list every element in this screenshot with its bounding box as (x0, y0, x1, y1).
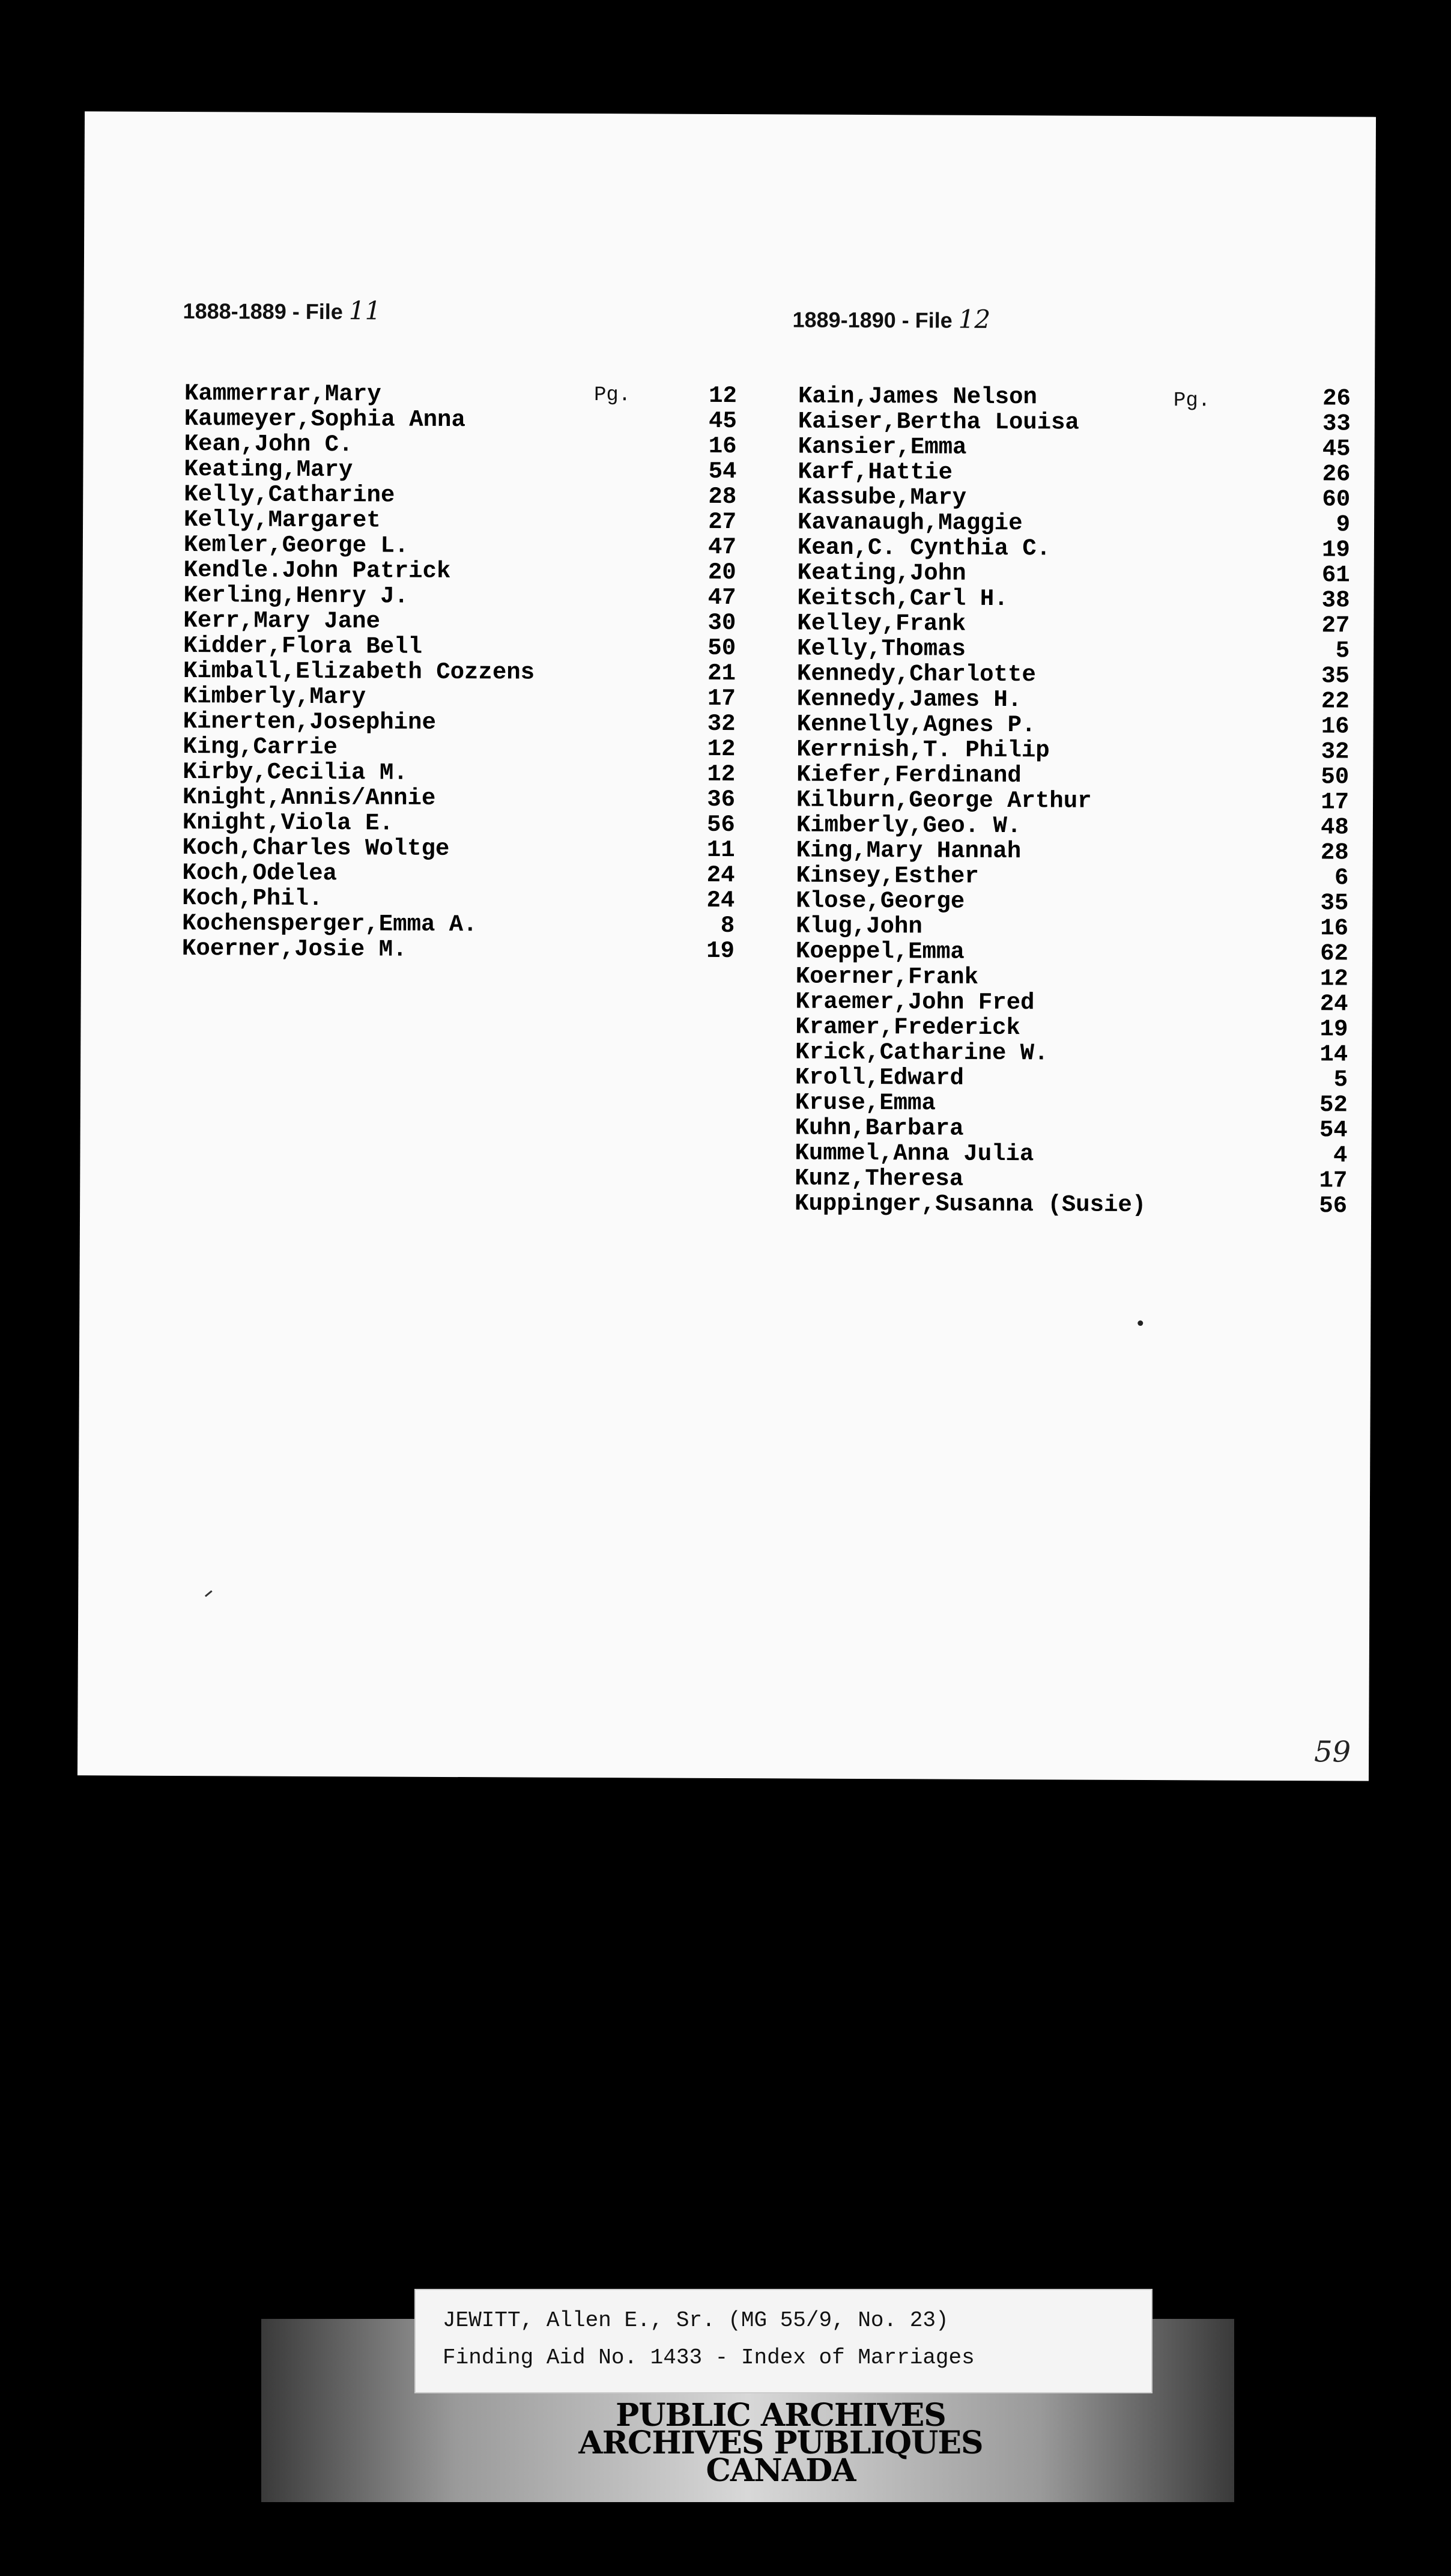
entry-name: Kemler,George L. (183, 532, 409, 559)
entry-page: 19 (1321, 536, 1350, 564)
entry-name: Koch,Odelea (182, 860, 338, 887)
entry-name: Kerrnish,T. Philip (796, 736, 1050, 764)
entry-page: 17 (1321, 789, 1350, 816)
entry-name: Kimberly,Geo. W. (796, 812, 1022, 840)
entry-page: 20 (707, 559, 736, 586)
stamp-line-1: PUBLIC ARCHIVES (616, 2397, 946, 2434)
entry-page: 5 (1335, 637, 1350, 664)
entry-page: 12 (1319, 965, 1348, 992)
page-number: 59 (1313, 1735, 1351, 1769)
entry-name: Kelley,Frank (797, 610, 966, 637)
entry-name: Koerner,Frank (795, 963, 979, 991)
entry-name: Krick,Catharine W. (795, 1039, 1049, 1067)
entry-name: Karf,Hattie (798, 458, 953, 486)
ink-speck (1137, 1320, 1143, 1326)
entry-name: Kansier,Emma (798, 433, 967, 461)
entry-name: Kinerten,Josephine (183, 708, 436, 736)
entry-page: 22 (1321, 688, 1350, 715)
entry-name: Keating,John (797, 559, 966, 587)
entry-name: Kunz,Theresa (795, 1165, 964, 1192)
entry-page: 61 (1321, 562, 1350, 589)
left-pg-label: Pg. (593, 384, 631, 407)
entry-name: Kruse,Emma (795, 1089, 936, 1117)
entry-name: Kean,John C. (184, 431, 353, 458)
right-file-heading (792, 303, 990, 333)
entry-name: Koch,Charles Woltge (182, 834, 450, 862)
entry-name: Keitsch,Carl H. (797, 585, 1008, 613)
entry-page: 12 (709, 382, 738, 410)
entry-page: 56 (1319, 1192, 1348, 1220)
entry-page: 5 (1333, 1066, 1348, 1093)
left-file-number: 11 (348, 296, 381, 326)
entry-name: Kennedy,Charlotte (796, 660, 1036, 688)
entry-page: 6 (1334, 864, 1349, 892)
entry-name: Kraemer,John Fred (795, 988, 1035, 1016)
entry-name: Kelly,Margaret (183, 506, 381, 534)
entry-page: 50 (1321, 764, 1350, 791)
entry-page: 38 (1321, 587, 1350, 614)
entry-page: 35 (1320, 890, 1349, 917)
entry-page: 47 (707, 533, 736, 561)
entry-name: Kinsey,Esther (796, 862, 979, 890)
entry-name: Kaumeyer,Sophia Anna (184, 406, 465, 434)
entry-page: 56 (706, 811, 735, 839)
entry-name: Koerner,Josie M. (181, 935, 407, 963)
entry-name: Kirby,Cecilia M. (183, 759, 408, 786)
entry-name: Kavanaugh,Maggie (797, 509, 1023, 537)
entry-name: Kummel,Anna Julia (795, 1140, 1034, 1168)
entry-page: 33 (1322, 410, 1351, 437)
entry-page: 17 (1319, 1167, 1348, 1194)
entry-name: Koeppel,Emma (795, 938, 965, 965)
entry-name: Kochensperger,Emma A. (182, 910, 477, 938)
entry-name: Kiefer,Ferdinand (796, 761, 1022, 789)
entry-page: 24 (706, 887, 735, 914)
entry-page: 54 (708, 458, 737, 485)
entry-name: Koch,Phil. (182, 885, 323, 913)
entry-page: 26 (1322, 385, 1351, 412)
entry-name: Kimberly,Mary (183, 683, 366, 711)
entry-page: 14 (1319, 1041, 1348, 1068)
entry-page: 12 (707, 761, 736, 788)
entry-page: 16 (1321, 713, 1350, 740)
entry-name: King,Carrie (183, 734, 338, 761)
entry-page: 24 (706, 861, 735, 889)
ink-mark (205, 1590, 213, 1597)
entry-name: Knight,Annis/Annie (182, 784, 436, 812)
entry-page: 12 (707, 735, 736, 763)
entry-name: Kelly,Thomas (797, 635, 966, 663)
entry-name: Klose,George (796, 887, 965, 915)
entry-name: Kennelly,Agnes P. (796, 711, 1036, 739)
entry-name: King,Mary Hannah (796, 837, 1022, 865)
entry-page: 62 (1320, 940, 1349, 967)
entry-name: Kendle.John Patrick (183, 557, 451, 585)
entry-name: Keating,Mary (184, 456, 353, 484)
entry-page: 4 (1333, 1142, 1348, 1169)
left-file-heading (183, 295, 381, 325)
entry-name: Kammerrar,Mary (184, 380, 381, 408)
finding-aid-line-2: Finding Aid No. 1433 - Index of Marriages (443, 2345, 975, 2370)
right-file-heading-text: 1889-1890 - File (792, 307, 953, 333)
entry-page: 11 (706, 836, 735, 864)
entry-name: Kerling,Henry J. (183, 582, 409, 610)
entry-page: 36 (707, 786, 736, 813)
entry-page: 16 (708, 433, 737, 460)
entry-name: Kidder,Flora Bell (183, 633, 423, 660)
entry-page: 48 (1320, 814, 1349, 841)
entry-name: Kaiser,Bertha Louisa (798, 408, 1079, 436)
entry-page: 17 (707, 685, 736, 712)
entry-page: 35 (1321, 663, 1350, 690)
entry-name: Kean,C. Cynthia C. (797, 534, 1051, 562)
entry-page: 60 (1322, 486, 1351, 513)
entry-page: 16 (1320, 915, 1349, 942)
entry-name: Kroll,Edward (795, 1064, 965, 1092)
entry-page: 30 (707, 609, 736, 637)
entry-name: Kelly,Catharine (184, 481, 395, 509)
entry-name: Kilburn,George Arthur (796, 786, 1092, 815)
entry-name: Kuppinger,Susanna (Susie) (795, 1190, 1147, 1219)
left-file-heading-text: 1888-1889 - File (183, 299, 343, 324)
stamp-line-3: CANADA (706, 2452, 856, 2489)
entry-page: 28 (1320, 839, 1349, 866)
entry-page: 32 (707, 710, 736, 738)
entry-page: 21 (707, 660, 736, 687)
entry-page: 8 (720, 912, 735, 940)
entry-page: 50 (707, 634, 736, 662)
entry-page: 45 (708, 407, 737, 435)
entry-name: Kramer,Frederick (795, 1013, 1020, 1042)
document-page (77, 111, 1376, 1781)
entry-page: 9 (1336, 511, 1351, 538)
entry-name: Kuhn,Barbara (795, 1114, 964, 1142)
entry-name: Kennedy,James H. (796, 685, 1022, 714)
entry-page: 52 (1319, 1092, 1348, 1119)
entry-name: Knight,Viola E. (182, 809, 394, 837)
entry-page: 54 (1319, 1117, 1348, 1144)
public-archives-stamp (571, 2397, 991, 2489)
entry-name: Kerr,Mary Jane (183, 607, 381, 635)
finding-aid-card (414, 2289, 1153, 2393)
entry-page: 26 (1322, 461, 1351, 488)
entry-page: 24 (1319, 991, 1348, 1018)
entry-name: Klug,John (796, 913, 922, 940)
entry-page: 19 (706, 937, 735, 965)
stamp-line-2: ARCHIVES PUBLIQUES (578, 2425, 983, 2461)
entry-page: 47 (707, 584, 736, 612)
entry-page: 27 (1321, 612, 1350, 639)
entry-name: Kassube,Mary (798, 484, 967, 511)
entry-page: 27 (708, 508, 737, 536)
right-pg-label: Pg. (1173, 389, 1211, 413)
entry-page: 45 (1322, 436, 1351, 463)
entry-page: 32 (1321, 738, 1350, 765)
right-file-number: 12 (958, 304, 991, 334)
entry-name: Kain,James Nelson (798, 383, 1037, 411)
entry-page: 28 (708, 483, 737, 511)
finding-aid-line-1: JEWITT, Allen E., Sr. (MG 55/9, No. 23) (443, 2308, 949, 2333)
entry-name: Kimball,Elizabeth Cozzens (183, 658, 535, 686)
entry-page: 19 (1319, 1016, 1348, 1043)
